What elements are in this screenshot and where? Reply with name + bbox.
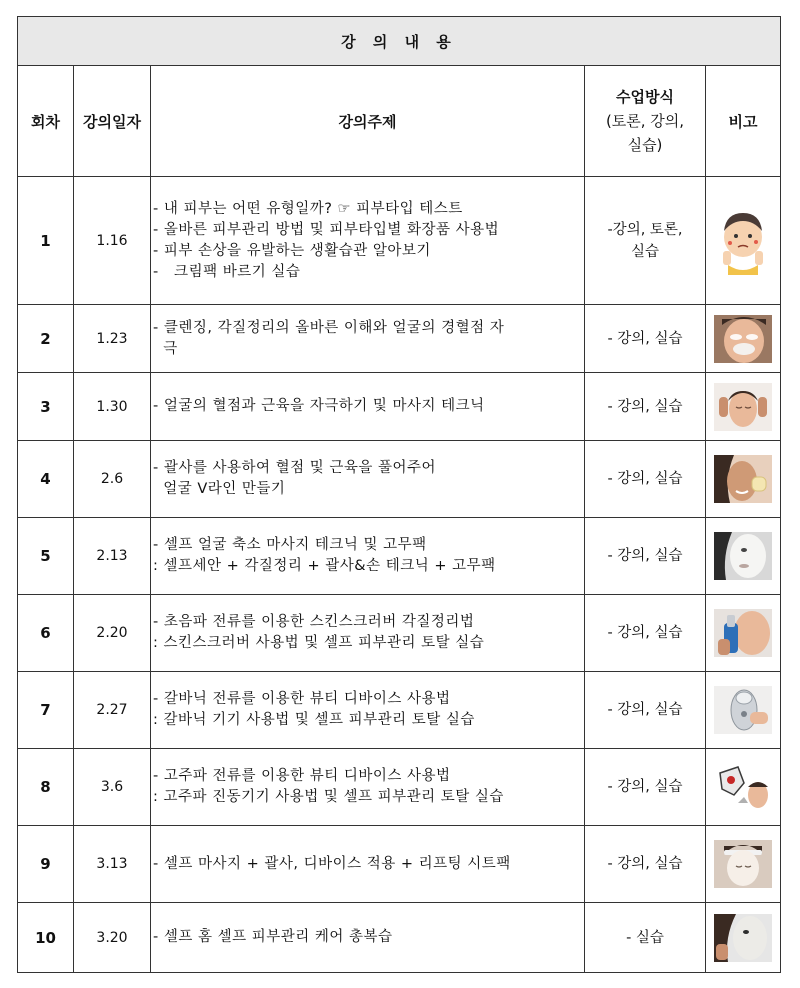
row-date: 1.16 xyxy=(74,177,151,305)
topic-line: - 갈바닉 전류를 이용한 뷰티 디바이스 사용법 xyxy=(153,691,451,707)
topic-line: : 고주파 진동기기 사용법 및 셀프 피부관리 토탈 실습 xyxy=(153,789,504,805)
method-line: - 강의, 실습 xyxy=(607,856,683,872)
header-method xyxy=(585,66,706,177)
row-date: 2.20 xyxy=(74,595,151,672)
topic-line: - 괄사를 사용하여 혈점 및 근육을 풀어주어 xyxy=(153,460,437,476)
row-round: 7 xyxy=(18,672,74,749)
row-date: 2.27 xyxy=(74,672,151,749)
row-method xyxy=(585,903,706,973)
row-date: 2.13 xyxy=(74,518,151,595)
row-topic xyxy=(151,826,585,903)
row-date: 1.30 xyxy=(74,373,151,441)
row-method xyxy=(585,177,706,305)
topic-line: - 얼굴의 혈점과 근육을 자극하기 및 마사지 테크닉 xyxy=(153,398,485,414)
method-line: - 실습 xyxy=(626,929,664,946)
row-round: 2 xyxy=(18,305,74,373)
method-line: - 강의, 실습 xyxy=(607,702,683,718)
row-topic xyxy=(151,672,585,749)
row-date: 3.13 xyxy=(74,826,151,903)
row-method xyxy=(585,826,706,903)
row-date: 3.6 xyxy=(74,749,151,826)
table-row xyxy=(18,749,781,826)
topic-line: : 스킨스크러버 사용법 및 셀프 피부관리 토탈 실습 xyxy=(153,635,485,651)
row-round: 8 xyxy=(18,749,74,826)
method-line: - 강의, 실습 xyxy=(607,398,683,415)
row-note-image xyxy=(706,672,781,749)
topic-line: : 셀프세안 + 각질정리 + 괄사&손 테크닉 + 고무팩 xyxy=(153,558,496,574)
topic-line: - 내 피부는 어떤 유형일까? ☞ 피부타입 테스트 xyxy=(153,200,463,217)
table-title: 강 의 내 용 xyxy=(18,17,781,66)
row-note-image xyxy=(706,177,781,305)
row-method xyxy=(585,595,706,672)
row-note-image xyxy=(706,749,781,826)
table-body xyxy=(18,177,781,973)
row-topic xyxy=(151,177,585,305)
header-note: 비고 xyxy=(706,66,781,177)
header-method-line2: (토론, 강의, xyxy=(605,112,685,130)
table-row xyxy=(18,903,781,973)
row-method xyxy=(585,672,706,749)
cartoon-skin-trouble xyxy=(706,207,780,275)
row-date: 3.20 xyxy=(74,903,151,973)
method-line: -강의, 토론, xyxy=(607,221,683,238)
topic-line: - 고주파 전류를 이용한 뷰티 디바이스 사용법 xyxy=(153,768,451,784)
topic-line: - 크림팩 바르기 실습 xyxy=(153,263,301,280)
row-date: 1.23 xyxy=(74,305,151,373)
header-round: 회차 xyxy=(18,66,74,177)
header-date: 강의일자 xyxy=(74,66,151,177)
table-row xyxy=(18,826,781,903)
topic-line: - 피부 손상을 유발하는 생활습관 알아보기 xyxy=(153,242,431,259)
gua-sha-photo xyxy=(706,455,780,503)
galvanic-device-photo xyxy=(706,686,780,734)
row-topic xyxy=(151,305,585,373)
row-round: 6 xyxy=(18,595,74,672)
rubber-mask-photo xyxy=(706,532,780,580)
row-method xyxy=(585,518,706,595)
row-method xyxy=(585,373,706,441)
row-note-image xyxy=(706,903,781,973)
row-note-image xyxy=(706,441,781,518)
cleansing-face-photo xyxy=(706,315,780,363)
topic-line: - 셀프 홈 셀프 피부관리 케어 총복습 xyxy=(153,929,393,945)
row-topic xyxy=(151,595,585,672)
table-row xyxy=(18,595,781,672)
table-row xyxy=(18,177,781,305)
clay-mask-photo xyxy=(706,914,780,962)
row-round: 3 xyxy=(18,373,74,441)
topic-line: - 초음파 전류를 이용한 스킨스크러버 각질정리법 xyxy=(153,614,475,630)
row-topic xyxy=(151,441,585,518)
row-topic xyxy=(151,749,585,826)
sheet-mask-photo xyxy=(706,840,780,888)
row-method xyxy=(585,305,706,373)
header-method-line3: 실습) xyxy=(627,136,663,154)
topic-line: : 갈바닉 기기 사용법 및 셀프 피부관리 토탈 실습 xyxy=(153,712,475,728)
row-method xyxy=(585,441,706,518)
row-note-image xyxy=(706,826,781,903)
topic-line: 극 xyxy=(153,340,178,357)
rf-device-photo xyxy=(706,763,780,811)
row-topic xyxy=(151,373,585,441)
face-massage-photo xyxy=(706,383,780,431)
topic-line: 얼굴 V라인 만들기 xyxy=(153,481,286,497)
row-round: 1 xyxy=(18,177,74,305)
topic-line: - 클렌징, 각질정리의 올바른 이해와 얼굴의 경혈점 자 xyxy=(153,319,505,336)
topic-line: - 셀프 얼굴 축소 마사지 테크닉 및 고무팩 xyxy=(153,537,427,553)
header-method-line1: 수업방식 xyxy=(616,88,674,106)
row-note-image xyxy=(706,518,781,595)
row-round: 4 xyxy=(18,441,74,518)
skin-scrubber-photo xyxy=(706,609,780,657)
row-note-image xyxy=(706,373,781,441)
table-row xyxy=(18,305,781,373)
topic-line: - 올바른 피부관리 방법 및 피부타입별 화장품 사용법 xyxy=(153,221,500,238)
row-round: 5 xyxy=(18,518,74,595)
method-line: 실습 xyxy=(630,243,659,260)
row-topic xyxy=(151,903,585,973)
table-row xyxy=(18,518,781,595)
method-line: - 강의, 실습 xyxy=(607,330,683,347)
row-method xyxy=(585,749,706,826)
row-round: 10 xyxy=(18,903,74,973)
row-round: 9 xyxy=(18,826,74,903)
row-date: 2.6 xyxy=(74,441,151,518)
table-row xyxy=(18,373,781,441)
row-topic xyxy=(151,518,585,595)
row-note-image xyxy=(706,595,781,672)
table-row xyxy=(18,672,781,749)
method-line: - 강의, 실습 xyxy=(607,548,683,564)
header-topic: 강의주제 xyxy=(151,66,585,177)
row-note-image xyxy=(706,305,781,373)
topic-line: - 셀프 마사지 + 괄사, 디바이스 적용 + 리프팅 시트팩 xyxy=(153,855,511,872)
table-row xyxy=(18,441,781,518)
lecture-table xyxy=(17,16,781,973)
method-line: - 강의, 실습 xyxy=(607,471,683,487)
method-line: - 강의, 실습 xyxy=(607,625,683,641)
method-line: - 강의, 실습 xyxy=(607,779,683,795)
